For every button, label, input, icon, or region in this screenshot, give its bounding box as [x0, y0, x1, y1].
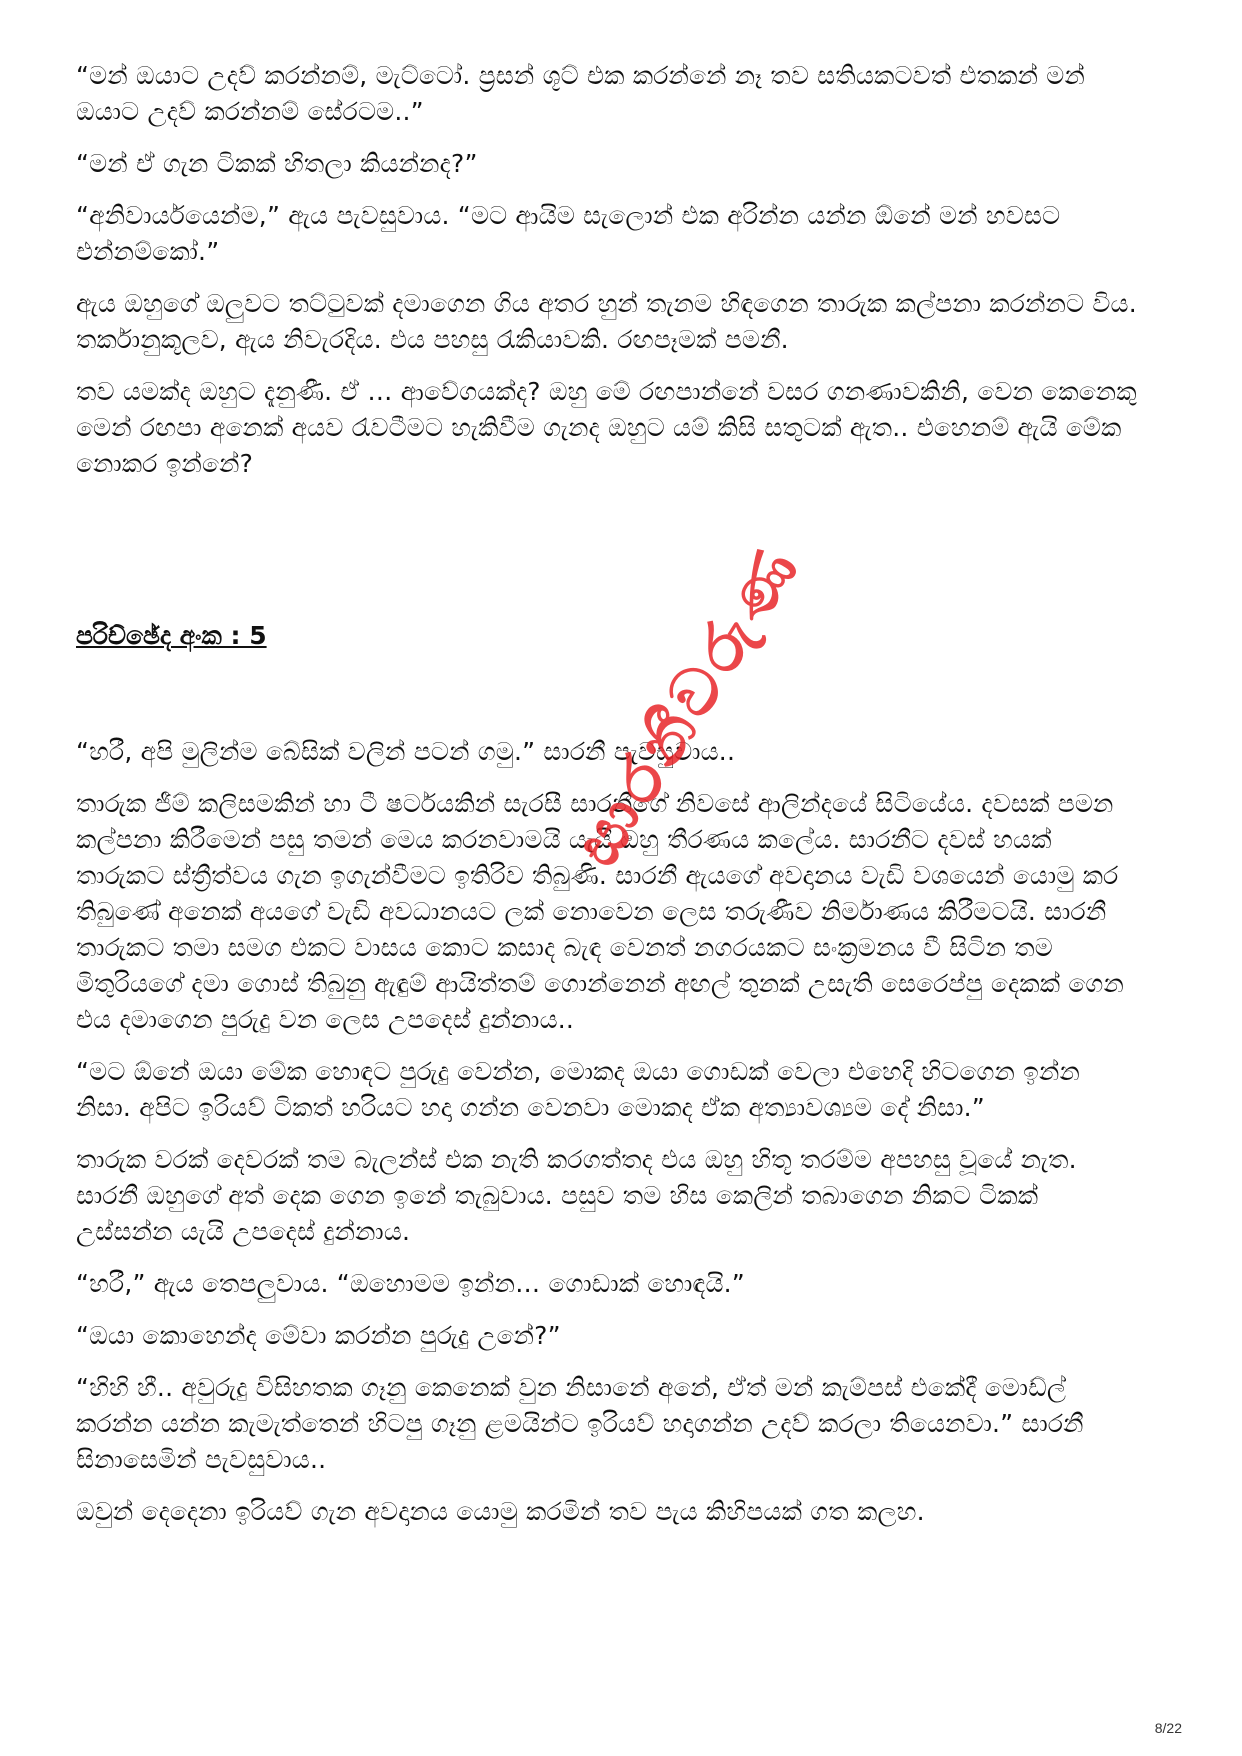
section-spacer — [76, 498, 1142, 618]
paragraph: “අනිවාර්යයෙන්ම,” ඇය පැවසුවාය. “මට ආයිම සැලොන් එක අරින්න යන්න ඕනේ මන් හවසට එන්නම්කෝ.” — [76, 201, 1061, 266]
paragraph: “මන් ඒ ගැන ටිකක් හිතලා කියන්නද?” — [76, 149, 478, 178]
paragraph: ඇය ඔහුගේ ඔලුවට තට්ටුවක් දමාගෙන ගිය අතර හුන් තැනම හිඳගෙන තාරුක කල්පනා කරන්නට විය. තර්කානුකූලව, ඇය නිවැරදිය. එය පහසු රැකියාවකි. රඟපෑමක් පමනී. — [76, 289, 1137, 354]
chapter-heading: පරිච්ඡේද අංක : 5 — [76, 621, 267, 650]
paragraph: “හිහි හී.. අවුරුදු විසිහතක ගෑනු කෙනෙක් වුන නිසානේ අනේ, ඒත් මන් කැම්පස් එකේදී මොඩ්ල් කරන්න යන්න කැමැත්තෙන් හිටපු ගෑනු ළමයින්ට ඉරියව් හදාගන්න උදව් කරලා තියෙනවා.” සාරනී සිනාසෙමින් පැවසුවාය.. — [76, 1373, 1084, 1474]
paragraph: “හරී,” ඇය තෙපලුවාය. “ඔහොමම ඉන්න… ගොඩාක් හොඳයි.” — [76, 1269, 745, 1298]
section-spacer — [76, 654, 1142, 734]
paragraph: ඔවුන් දෙදෙනා ඉරියව් ගැන අවදානය යොමු කරමින් තව පැය කිහිපයක් ගත කලහ. — [76, 1497, 925, 1526]
paragraph: තාරුක ජීම් කලිසමකින් හා ටී ෂර්ටයකින් සැරසී සාරනීගේ නිවසේ ආලින්දයේ සිටියේය. දවසක් පමන කල්පනා කිරීමෙන් පසු තමන් මෙය කරනවාමයි යැයි ඔහු තීරණය කලේය. සාරනීට දවස් හයක් තාරුකට ස්ත්‍රීත්වය ගැන ඉගැන්වීමට ඉතිරිව තිබුණි. සාරනී ඇයගේ අවදානය වැඩි වශයෙන් යොමු කර තිබුණේ අනෙක් අයගේ වැඩි අවධානයට ලක් නොවෙන ලෙස තරුණීව නිර්මාණය කිරීමටයි. සාරනී තාරුකට තමා සමග එකට වාසය කොට කසාද බැඳ වෙනත් නගරයකට සංක්‍රමනය වී සිටින තම මිතුරියගේ දමා ගොස් තිබුනු ඇඳුම් ආයිත්තම් ගොන්නෙන් අඟල් තුනක් උසැති සෙරෙප්පු දෙකක් ගෙන එය දමාගෙන පුරුදු වන ලෙස උපදෙස් දුන්නාය.. — [76, 789, 1124, 1034]
paragraph: තාරුක වරක් දෙවරක් තම බැලන්ස් එක නැති කරගත්තද එය ඔහු හිතූ තරම්ම අපහසු වූයේ නැත. සාරනී ඔහුගේ අත් දෙක ගෙන ඉනේ තැබුවාය. පසුව තම හිස කෙලින් තබාගෙන නිකට ටිකක් උස්සන්න යැයි උපදෙස් දුන්නාය. — [76, 1145, 1077, 1246]
paragraph: “හරී, අපි මුලින්ම බේසික් වලින් පටන් ගමු.” සාරනී පැවසුවාය.. — [76, 737, 736, 766]
paragraph: තව යමක්ද ඔහුට දැනුණී. ඒ … ආවේගයක්ද? ඔහු මේ රඟපාන්නේ වසර ගනණාවකිනි, වෙන කෙනෙකු මෙන් රඟපා අනෙක් අයව රැවටීමට හැකිවීම ගැනද ඔහුට යම් කිසි සතුටක් ඇත.. එහෙනම් ඇයි මේක නොකර ඉන්නේ? — [76, 377, 1137, 478]
watermark: සාරනීවරුණ — [560, 530, 817, 880]
paragraph: “ඔයා කොහෙන්ද මේවා කරන්න පුරුදු උනේ?” — [76, 1321, 561, 1350]
paragraph: “මන් ඔයාට උදව් කරන්නම්, මැට්ටෝ. ප්‍රසන් ශූට් එක කරන්නේ නෑ තව සතියකටවත් එතකන් මන් ඔයාට උදව් කරන්නම් සේරටම..” — [76, 61, 1085, 126]
paragraph: “මට ඕනේ ඔයා මේක හොඳට පුරුදු වෙන්න, මොකද ඔයා ගොඩක් වෙලා එහෙදි හිටගෙන ඉන්න නිසා. අපිට ඉරියව් ටිකත් හරියට හදා ගන්න වෙනවා මොකද ඒක අත්‍යාවශ්‍යම දේ නිසා.” — [76, 1057, 1081, 1122]
page-number: 8/22 — [1154, 1720, 1182, 1736]
